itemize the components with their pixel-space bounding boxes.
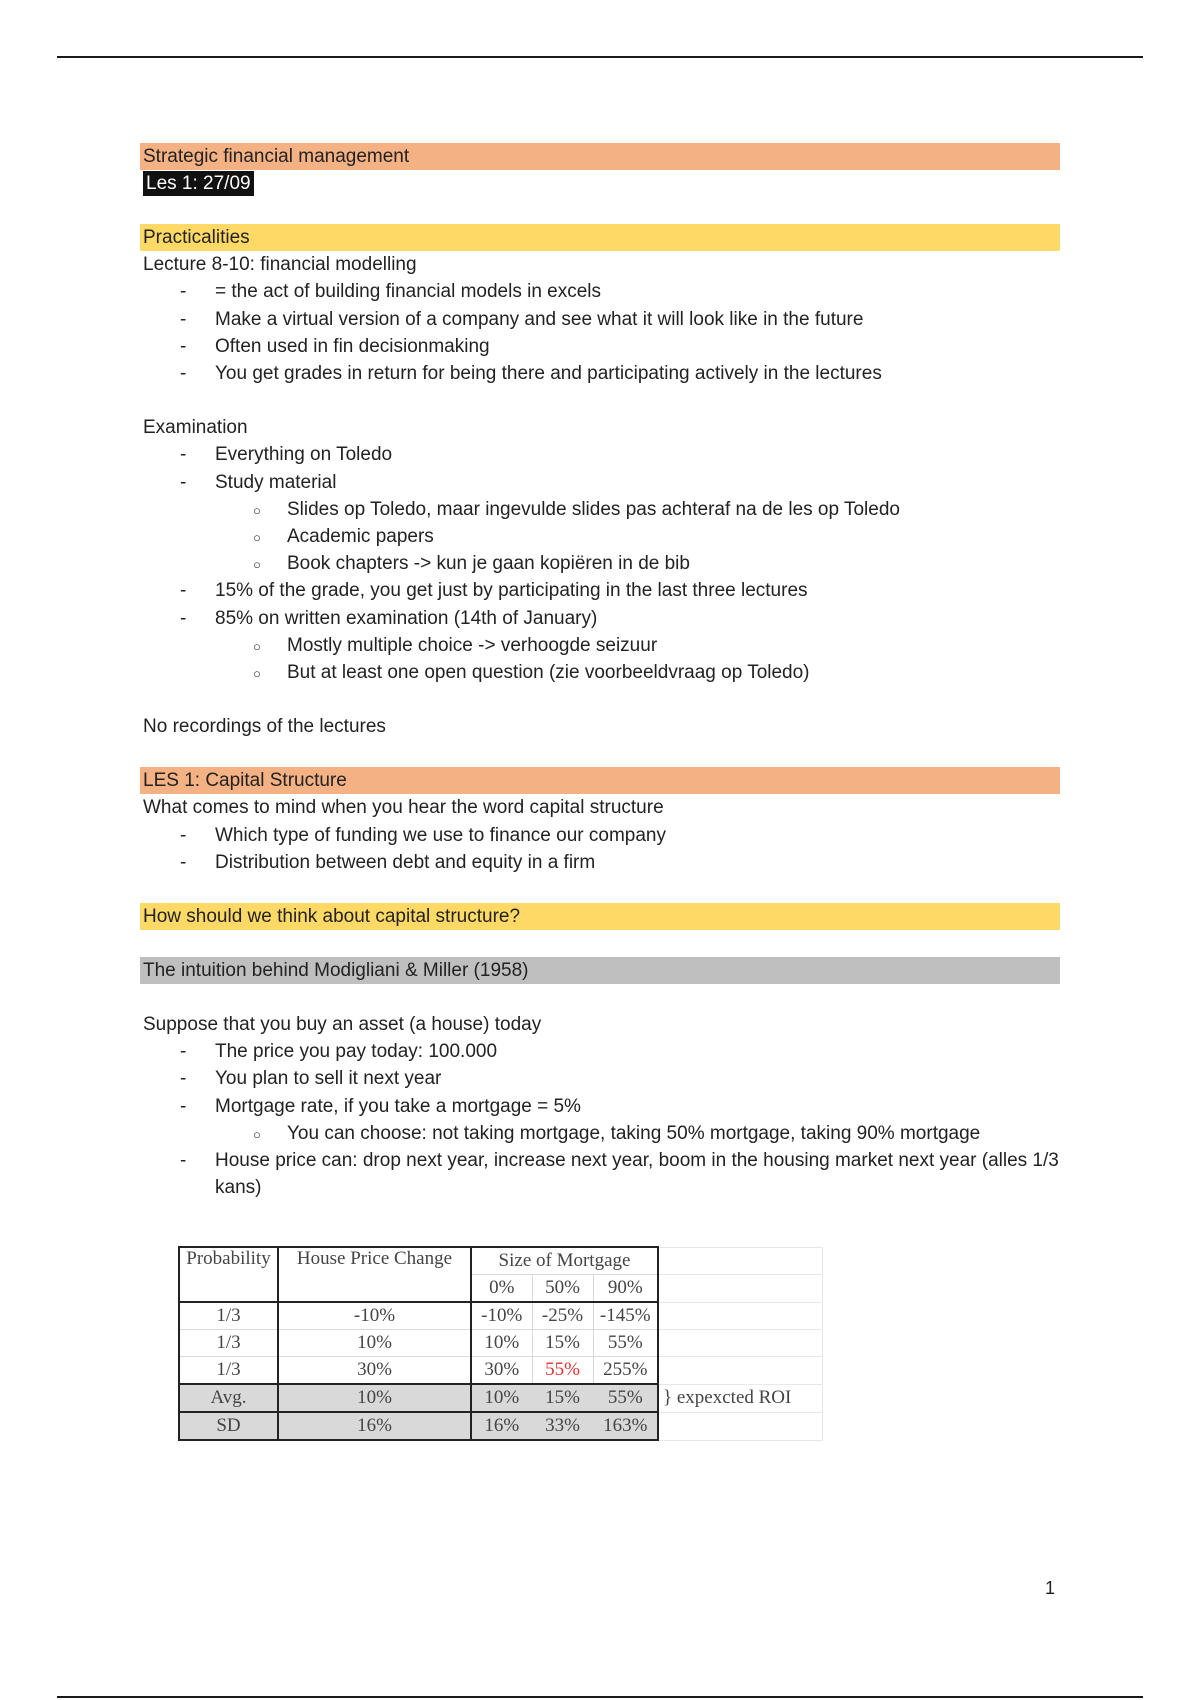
sub-list-item: ○ Academic papers (215, 523, 1060, 550)
roi-table (178, 1246, 823, 1441)
row-m0: -10% (471, 1302, 532, 1330)
sub-list-item: ○ But at least one open question (zie voorbeeldvraag op Toledo) (215, 659, 1060, 686)
empty-cell (658, 1247, 822, 1275)
list-item: - Which type of funding we use to finance our company (140, 822, 1060, 849)
list-item-label: Study material (215, 471, 337, 493)
section-heading-practicalities: Practicalities (140, 224, 1060, 251)
list-item: - = the act of building financial models in excels (140, 278, 1060, 305)
row-m50: -25% (532, 1302, 593, 1330)
examination-heading: Examination (143, 417, 248, 439)
list-item: - Often used in fin decisionmaking (140, 333, 1060, 360)
examination-list (140, 441, 1060, 495)
house-list (140, 1038, 1060, 1120)
lesson-date-tag: Les 1: 27/09 (143, 171, 254, 196)
row-probability: 1/3 (179, 1302, 278, 1330)
sd-label: SD (179, 1412, 278, 1440)
empty-cell (658, 1412, 822, 1440)
row-m0: 10% (471, 1330, 532, 1357)
mortgage-sub-list (140, 1120, 1060, 1147)
practicalities-intro: Lecture 8-10: financial modelling (143, 254, 417, 276)
sub-list-item: ○ Mostly multiple choice -> verhoogde seizuur (215, 632, 1060, 659)
row-m90: 55% (593, 1330, 658, 1357)
list-item: - House price can: drop next year, increase next year, boom in the housing market next year (alles 1/3 kans) (140, 1147, 1060, 1201)
list-item: - Mortgage rate, if you take a mortgage = 5% (140, 1093, 1060, 1120)
top-rule (57, 56, 1143, 58)
empty-cell (658, 1275, 822, 1303)
page-number: 1 (1045, 1578, 1056, 1598)
list-item: - Everything on Toledo (140, 441, 1060, 468)
examination-list-continued (140, 577, 1060, 631)
study-material-list (140, 496, 1060, 578)
row-m0: 30% (471, 1357, 532, 1385)
sd-m90: 163% (593, 1412, 658, 1440)
row-change: 10% (278, 1330, 471, 1357)
avg-m50: 15% (532, 1384, 593, 1412)
empty-cell (658, 1302, 822, 1330)
header-size-of-mortgage: Size of Mortgage (471, 1247, 658, 1275)
list-item: - You plan to sell it next year (140, 1065, 1060, 1092)
list-item (140, 469, 1060, 496)
avg-m0: 10% (471, 1384, 532, 1412)
list-item: - Distribution between debt and equity in a firm (140, 849, 1060, 876)
header-house-price-change: House Price Change (278, 1247, 471, 1302)
brace-glyph: } (663, 1387, 673, 1408)
row-m50: 15% (532, 1330, 593, 1357)
expected-roi-label: expexcted ROI (676, 1387, 792, 1408)
mortgage-col-0: 0% (471, 1275, 532, 1303)
capital-structure-question: What comes to mind when you hear the word capital structure (143, 797, 664, 819)
avg-m90: 55% (593, 1384, 658, 1412)
section-heading-think: How should we think about capital structure? (140, 903, 1060, 930)
house-list-continued (140, 1147, 1060, 1201)
avg-change: 10% (278, 1384, 471, 1412)
practicalities-list (140, 278, 1060, 387)
document-title: Strategic financial management (140, 143, 1060, 170)
mortgage-col-90: 90% (593, 1275, 658, 1303)
no-recordings-note: No recordings of the lectures (143, 716, 386, 738)
sub-list-item: ○ Book chapters -> kun je gaan kopiëren in de bib (215, 550, 1060, 577)
list-item: - The price you pay today: 100.000 (140, 1038, 1060, 1065)
avg-label: Avg. (179, 1384, 278, 1412)
sd-m50: 33% (532, 1412, 593, 1440)
document-body (140, 143, 1060, 1201)
capital-structure-list (140, 822, 1060, 876)
sd-m0: 16% (471, 1412, 532, 1440)
list-item: - 15% of the grade, you get just by participating in the last three lectures (140, 577, 1060, 604)
row-m50-highlighted: 55% (532, 1357, 593, 1385)
row-change: -10% (278, 1302, 471, 1330)
empty-cell (658, 1330, 822, 1357)
section-heading-les1: LES 1: Capital Structure (140, 767, 1060, 794)
section-heading-mm: The intuition behind Modigliani & Miller (1958) (140, 957, 1060, 984)
list-item: - Make a virtual version of a company and see what it will look like in the future (140, 306, 1060, 333)
house-intro: Suppose that you buy an asset (a house) today (143, 1014, 542, 1036)
row-m90: -145% (593, 1302, 658, 1330)
sd-change: 16% (278, 1412, 471, 1440)
mortgage-col-50: 50% (532, 1275, 593, 1303)
sub-list-item: ○ Slides op Toledo, maar ingevulde slides pas achteraf na de les op Toledo (215, 496, 1060, 523)
list-item: - You get grades in return for being there and participating actively in the lectures (140, 360, 1060, 387)
sub-list-item: ○ You can choose: not taking mortgage, taking 50% mortgage, taking 90% mortgage (215, 1120, 1060, 1147)
row-probability: 1/3 (179, 1357, 278, 1385)
roi-table-wrapper (178, 1246, 823, 1441)
bottom-rule (57, 1696, 1143, 1698)
empty-cell (658, 1357, 822, 1385)
list-item: - 85% on written examination (14th of January) (140, 605, 1060, 632)
written-exam-list (140, 632, 1060, 686)
row-probability: 1/3 (179, 1330, 278, 1357)
row-change: 30% (278, 1357, 471, 1385)
roi-annotation (658, 1384, 822, 1412)
row-m90: 255% (593, 1357, 658, 1385)
header-probability: Probability (179, 1247, 278, 1302)
